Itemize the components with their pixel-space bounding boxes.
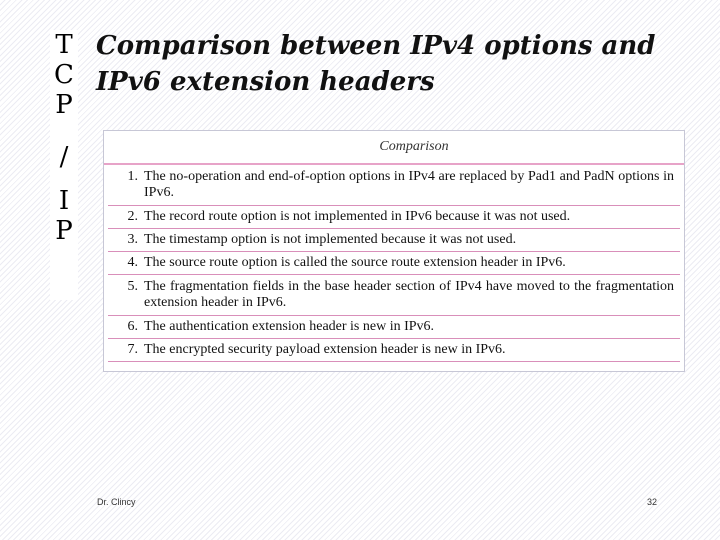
slide-title: Comparison between IPv4 options and IPv6 extension headers [96,31,656,97]
row-number: 1. [127,169,138,184]
table-row [108,316,680,339]
row-number: 6. [127,319,138,334]
footer-page-number: 32 [647,497,658,507]
row-text: The record route option is not implemented in IPv6 because it was not used. [144,209,571,224]
row-text: The fragmentation fields in the base header section of IPv4 have moved to the fragmentation extension header in IPv6. [144,279,674,310]
side-letter: C [54,60,74,90]
side-letter: P [55,90,73,120]
table-row [108,339,680,362]
row-number: 3. [127,232,138,247]
row-number: 2. [127,209,138,224]
table-row [108,165,680,206]
row-number: 4. [127,255,138,270]
comparison-table [103,130,685,372]
table-row [108,252,680,275]
row-number: 5. [127,279,138,294]
side-letter-strip [50,30,78,300]
table-row [108,275,680,316]
side-letter: I [58,186,70,216]
side-letter: T [55,30,73,60]
table-row [108,206,680,229]
side-letter: P [55,216,73,246]
side-letter: / [59,142,69,172]
table-rows [104,165,684,362]
table-row [108,229,680,252]
row-text: The no-operation and end-of-option options in IPv4 are replaced by Pad1 and PadN options in IPv6. [144,169,674,200]
row-number: 7. [127,342,138,357]
footer-author: Dr. Clincy [97,497,136,507]
row-text: The authentication extension header is new in IPv6. [144,319,435,334]
row-text: The source route option is called the source route extension header in IPv6. [144,255,566,270]
row-text: The encrypted security payload extension header is new in IPv6. [144,342,506,357]
table-header: Comparison [104,131,684,165]
row-text: The timestamp option is not implemented because it was not used. [144,232,517,247]
